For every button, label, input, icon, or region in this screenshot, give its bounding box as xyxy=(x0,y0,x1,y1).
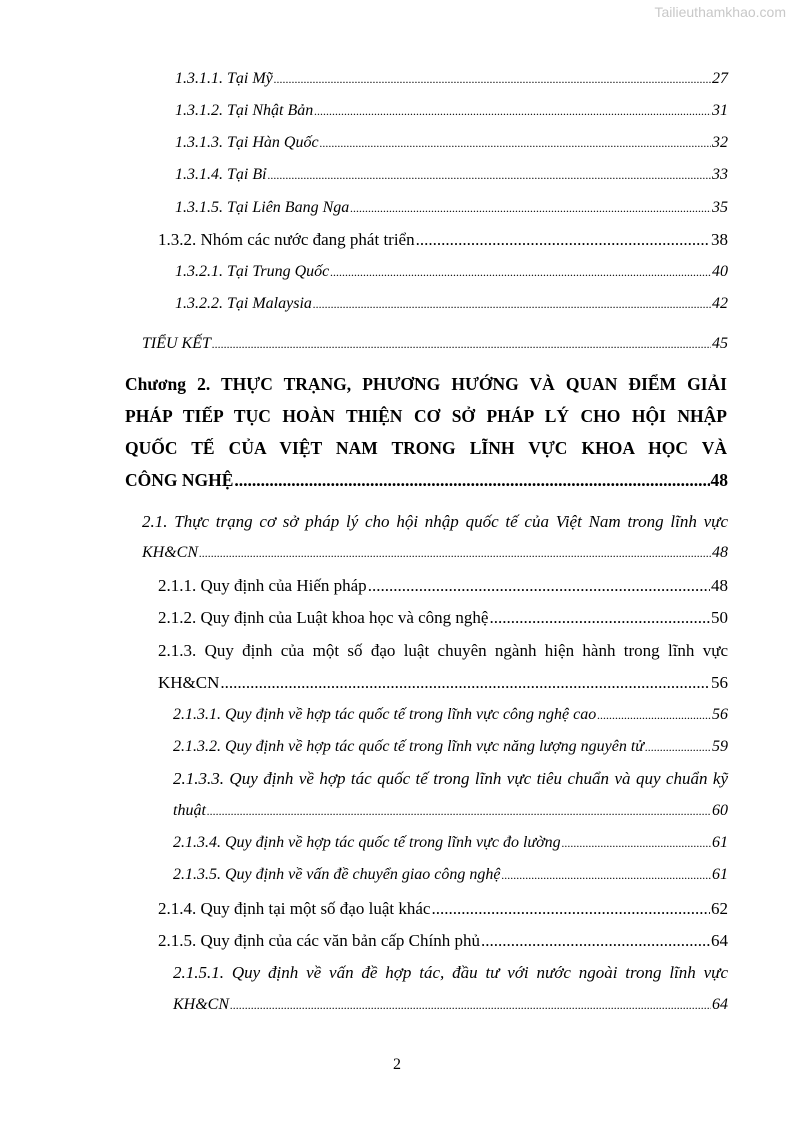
dot-leader xyxy=(562,831,711,855)
dot-leader xyxy=(212,332,711,356)
toc-entry-2-1-3-line-1[interactable]: 2.1.3. Quy định của một số đạo luật chuyên ngành hiện hành trong lĩnh vực xyxy=(158,641,728,660)
toc-entry-page: 61 xyxy=(712,866,728,883)
dot-leader xyxy=(199,541,711,565)
toc-entry-label: 2.1.3.2. Quy định về hợp tác quốc tế trong lĩnh vực năng lượng nguyên tử xyxy=(173,738,645,755)
toc-entry-label: TIỂU KẾT xyxy=(142,335,211,352)
toc-entry-page: 48 xyxy=(710,470,728,490)
dot-leader xyxy=(207,799,711,823)
toc-entry-label: 2.1.2. Quy định của Luật khoa học và công nghệ xyxy=(158,608,489,627)
toc-entry-label: KH&CN xyxy=(158,673,220,692)
toc-entry-page: 45 xyxy=(712,335,728,352)
toc-entry-2-1-3-5[interactable] xyxy=(173,863,728,887)
chapter-2-heading-line-1[interactable]: Chương 2. THỰC TRẠNG, PHƯƠNG HƯỚNG VÀ QUAN ĐIỂM GIẢI xyxy=(125,374,727,394)
toc-entry-2-1-4[interactable] xyxy=(158,897,728,921)
dot-leader xyxy=(220,671,710,695)
dot-leader xyxy=(645,735,711,759)
toc-entry-label: 2.1.3.5. Quy định về vấn đề chuyển giao công nghệ xyxy=(173,866,501,883)
toc-entry-1-3-2-2[interactable] xyxy=(175,292,728,316)
toc-entry-label: 2.1.1. Quy định của Hiến pháp xyxy=(158,576,367,595)
toc-entry-page: 38 xyxy=(711,230,728,249)
toc-entry-label: 1.3.1.3. Tại Hàn Quốc xyxy=(175,134,319,151)
toc-entry-label: 1.3.1.1. Tại Mỹ xyxy=(175,70,273,87)
dot-leader xyxy=(268,163,711,187)
dot-leader xyxy=(320,131,711,155)
toc-entry-label: 2.1.3.1. Quy định về hợp tác quốc tế trong lĩnh vực công nghệ cao xyxy=(173,706,597,723)
dot-leader xyxy=(230,993,711,1017)
toc-entry-page: 56 xyxy=(712,706,728,723)
toc-entry-1-3-1-5[interactable] xyxy=(175,196,728,220)
toc-entry-2-1-3[interactable] xyxy=(158,671,728,695)
dot-leader xyxy=(481,929,710,953)
toc-entry-2-1-5-1-line-1[interactable]: 2.1.5.1. Quy định về vấn đề hợp tác, đầu tư với nước ngoài trong lĩnh vực xyxy=(173,963,728,982)
toc-entry-2-1[interactable] xyxy=(142,541,728,565)
dot-leader xyxy=(313,292,711,316)
toc-entry-2-1-1[interactable] xyxy=(158,574,728,598)
dot-leader xyxy=(501,863,711,887)
toc-entry-2-1-3-3[interactable] xyxy=(173,799,728,823)
toc-entry-1-3-1-3[interactable] xyxy=(175,131,728,155)
toc-entry-label: CÔNG NGHỆ xyxy=(125,470,234,490)
watermark: Tailieuthamkhao.com xyxy=(654,4,786,20)
toc-entry-2-1-3-1[interactable] xyxy=(173,703,728,727)
toc-entry-page: 35 xyxy=(712,199,728,216)
toc-entry-label: 2.1.3.4. Quy định về hợp tác quốc tế trong lĩnh vực đo lường xyxy=(173,834,561,851)
toc-entry-page: 64 xyxy=(711,931,728,950)
chapter-2-heading-line-3: QUỐC TẾ CỦA VIỆT NAM TRONG LĨNH VỰC KHOA HỌC VÀ xyxy=(125,438,727,458)
toc-entry-page: 61 xyxy=(712,834,728,851)
dot-leader xyxy=(314,99,711,123)
toc-entry-label: 1.3.1.4. Tại Bỉ xyxy=(175,166,267,183)
toc-entry-1-3-1-2[interactable] xyxy=(175,99,728,123)
toc-entry-label: 1.3.1.5. Tại Liên Bang Nga xyxy=(175,199,350,216)
dot-leader xyxy=(234,468,709,492)
toc-entry-2-1-3-4[interactable] xyxy=(173,831,728,855)
dot-leader xyxy=(431,897,710,921)
toc-entry-label: 2.1.5. Quy định của các văn bản cấp Chính phủ xyxy=(158,931,480,950)
toc-entry-1-3-2-1[interactable] xyxy=(175,260,728,284)
dot-leader xyxy=(489,606,710,630)
toc-entry-label: KH&CN xyxy=(142,544,199,561)
chapter-2-heading-line-2: PHÁP TIẾP TỤC HOÀN THIỆN CƠ SỞ PHÁP LÝ CHO HỘI NHẬP xyxy=(125,406,727,426)
toc-entry-2-1-5-1[interactable] xyxy=(173,993,728,1017)
toc-entry-2-1-3-2[interactable] xyxy=(173,735,728,759)
toc-entry-label: 2.1.4. Quy định tại một số đạo luật khác xyxy=(158,899,431,918)
dot-leader xyxy=(330,260,711,284)
toc-entry-page: 56 xyxy=(711,673,728,692)
toc-entry-page: 40 xyxy=(712,263,728,280)
toc-entry-label: 1.3.1.2. Tại Nhật Bản xyxy=(175,102,314,119)
toc-entry-1-3-2[interactable] xyxy=(158,228,728,252)
toc-entry-page: 50 xyxy=(711,608,728,627)
toc-entry-1-3-1-1[interactable] xyxy=(175,67,728,91)
toc-entry-page: 33 xyxy=(712,166,728,183)
toc-entry-label: 1.3.2.1. Tại Trung Quốc xyxy=(175,263,330,280)
chapter-2-heading-line-4[interactable] xyxy=(125,468,728,492)
toc-entry-page: 48 xyxy=(711,576,728,595)
dot-leader xyxy=(597,703,711,727)
toc-entry-2-1-3-3-line-1[interactable]: 2.1.3.3. Quy định về hợp tác quốc tế trong lĩnh vực tiêu chuẩn và quy chuẩn kỹ xyxy=(173,769,728,788)
toc-entry-2-1-line-1[interactable]: 2.1. Thực trạng cơ sở pháp lý cho hội nhập quốc tế của Việt Nam trong lĩnh vực xyxy=(142,512,728,531)
toc-entry-page: 42 xyxy=(712,295,728,312)
toc-entry-2-1-2[interactable] xyxy=(158,606,728,630)
page-number: 2 xyxy=(393,1056,401,1073)
toc-entry-1-3-1-4[interactable] xyxy=(175,163,728,187)
dot-leader xyxy=(416,228,710,252)
toc-entry-page: 59 xyxy=(712,738,728,755)
dot-leader xyxy=(274,67,711,91)
toc-entry-label: KH&CN xyxy=(173,996,230,1013)
toc-entry-2-1-5[interactable] xyxy=(158,929,728,953)
dot-leader xyxy=(368,574,710,598)
toc-entry-page: 32 xyxy=(712,134,728,151)
toc-entry-page: 60 xyxy=(712,802,728,819)
toc-entry-page: 27 xyxy=(712,70,728,87)
toc-entry-tieu-ket[interactable] xyxy=(142,332,728,356)
toc-entry-page: 64 xyxy=(712,996,728,1013)
toc-entry-label: 1.3.2. Nhóm các nước đang phát triển xyxy=(158,230,415,249)
toc-entry-page: 62 xyxy=(711,899,728,918)
dot-leader xyxy=(350,196,711,220)
toc-entry-page: 31 xyxy=(712,102,728,119)
toc-entry-label: thuật xyxy=(173,802,206,819)
toc-entry-page: 48 xyxy=(712,544,728,561)
toc-entry-label: 1.3.2.2. Tại Malaysia xyxy=(175,295,312,312)
